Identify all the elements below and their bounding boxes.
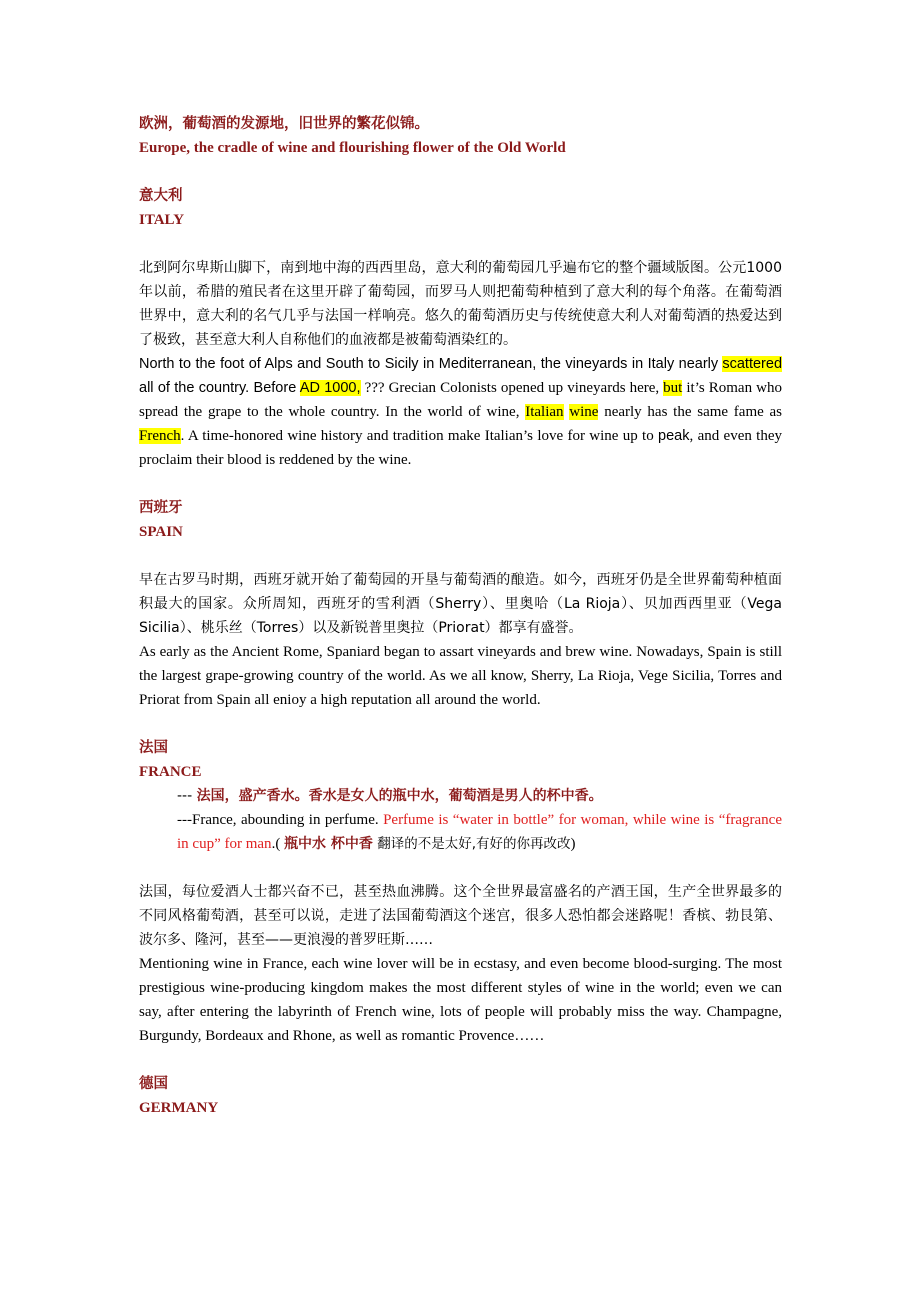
italy-en-text: all of the country. Before bbox=[139, 380, 300, 396]
spain-paragraph-zh: 早在古罗马时期，西班牙就开始了葡萄园的开垦与葡萄酒的酿造。如今，西班牙仍是全世界葡萄种植面积最大的国家。众所周知，西班牙的雪利酒（Sherry）、里奥哈（La Rioja）、贝加西西里亚（Vega Sicilia）、桃乐丝（Torres）以及新锐普里奥拉（Priorat）都享有盛誉。 bbox=[139, 572, 782, 636]
highlight-wine: wine bbox=[569, 404, 599, 420]
intro-title-zh: 欧洲，葡萄酒的发源地，旧世界的繁花似锦。 bbox=[139, 116, 429, 132]
italy-heading-zh: 意大利 bbox=[139, 188, 183, 204]
quote-dash: --- bbox=[177, 788, 197, 804]
france-quote-en bbox=[139, 808, 782, 856]
document-body bbox=[139, 112, 782, 1120]
spain-heading-en: SPAIN bbox=[139, 524, 183, 540]
france-heading-zh: 法国 bbox=[139, 740, 168, 756]
france-motto-zh: 法国，盛产香水。香水是女人的瓶中水，葡萄酒是男人的杯中香。 bbox=[196, 788, 603, 804]
quote-en-paren: .( bbox=[271, 836, 285, 852]
intro-title-en: Europe, the cradle of wine and flourishing flower of the Old World bbox=[139, 140, 566, 156]
highlight-but: but bbox=[663, 380, 683, 396]
germany-heading-zh: 德国 bbox=[139, 1076, 168, 1092]
spain-heading-zh: 西班牙 bbox=[139, 500, 183, 516]
italy-paragraph-zh: 北到阿尔卑斯山脚下，南到地中海的西西里岛，意大利的葡萄园几乎遍布它的整个疆域版图。公元1000年以前，希腊的殖民者在这里开辟了葡萄园，而罗马人则把葡萄种植到了意大利的每个角落。在葡萄酒世界中，意大利的名气几乎与法国一样响亮。悠久的葡萄酒历史与传统使意大利人对葡萄酒的热爱达到了极致，甚至意大利人自称他们的血液都是被葡萄酒染红的。 bbox=[139, 260, 782, 348]
italy-en-text: , and even they proclaim their blood is reddened by the wine. bbox=[139, 428, 782, 468]
france-heading-en: FRANCE bbox=[139, 764, 202, 780]
italy-en-text: peak bbox=[658, 428, 690, 444]
italy-en-text: it’s Roman who spread the grape to the whole country. In the world of wine, bbox=[139, 380, 782, 420]
france-quote-zh bbox=[139, 784, 782, 808]
italy-heading-en: ITALY bbox=[139, 212, 185, 228]
quote-en-close: ) bbox=[570, 836, 576, 852]
highlight-italian: Italian bbox=[525, 404, 564, 420]
spain-paragraph-en: As early as the Ancient Rome, Spaniard began to assart vineyards and brew wine. Nowadays, Spain is still the largest grape-growing country of the world. As we all know, Sherry, La Rioja, Vege Sicilia, Torres and Priorat from Spain all enioy a high reputation all around the world. bbox=[139, 644, 782, 708]
highlight-french: French bbox=[139, 428, 181, 444]
italy-en-text: North to the foot of Alps and South to Sicily in Mediterranean, the vineyards in Italy nearly bbox=[139, 356, 719, 372]
highlight-ad-1000: AD 1000, bbox=[299, 380, 361, 396]
highlight-scattered: scattered bbox=[722, 356, 783, 372]
france-paragraph-zh: 法国，每位爱酒人士都兴奋不已，甚至热血沸腾。这个全世界最富盛名的产酒王国，生产全世界最多的不同风格葡萄酒，甚至可以说，走进了法国葡萄酒这个迷宫，很多人恐怕都会迷路呢！香槟、勃艮第、波尔多、隆河，甚至——更浪漫的普罗旺斯…… bbox=[139, 884, 782, 948]
italy-en-text: nearly has the same fame as bbox=[598, 404, 783, 420]
quote-en-red: Perfume is “water in bottle” for woman, while wine is “fragrance in cup” for man bbox=[177, 812, 782, 852]
quote-cn-terms: 瓶中水 杯中香 bbox=[284, 836, 373, 852]
italy-en-text: ??? Grecian Colonists opened up vineyards here, bbox=[360, 380, 664, 396]
france-paragraph-en: Mentioning wine in France, each wine lover will be in ecstasy, and even become blood-surging. The most prestigious wine-producing kingdom makes the most different styles of wine in the world; even we can say, after entering the labyrinth of French wine, lots of people will probably miss the way. Champagne, Burgundy, Bordeaux and Rhone, as well as romantic Provence…… bbox=[139, 956, 782, 1044]
germany-heading-en: GERMANY bbox=[139, 1100, 219, 1116]
italy-paragraph-en bbox=[139, 352, 782, 472]
translator-note: 翻译的不是太好,有好的你再改改 bbox=[372, 836, 571, 852]
quote-en-lead: ---France, abounding in perfume. bbox=[177, 812, 384, 828]
italy-en-text: . A time-honored wine history and tradition make Italian’s love for wine up to bbox=[180, 428, 659, 444]
